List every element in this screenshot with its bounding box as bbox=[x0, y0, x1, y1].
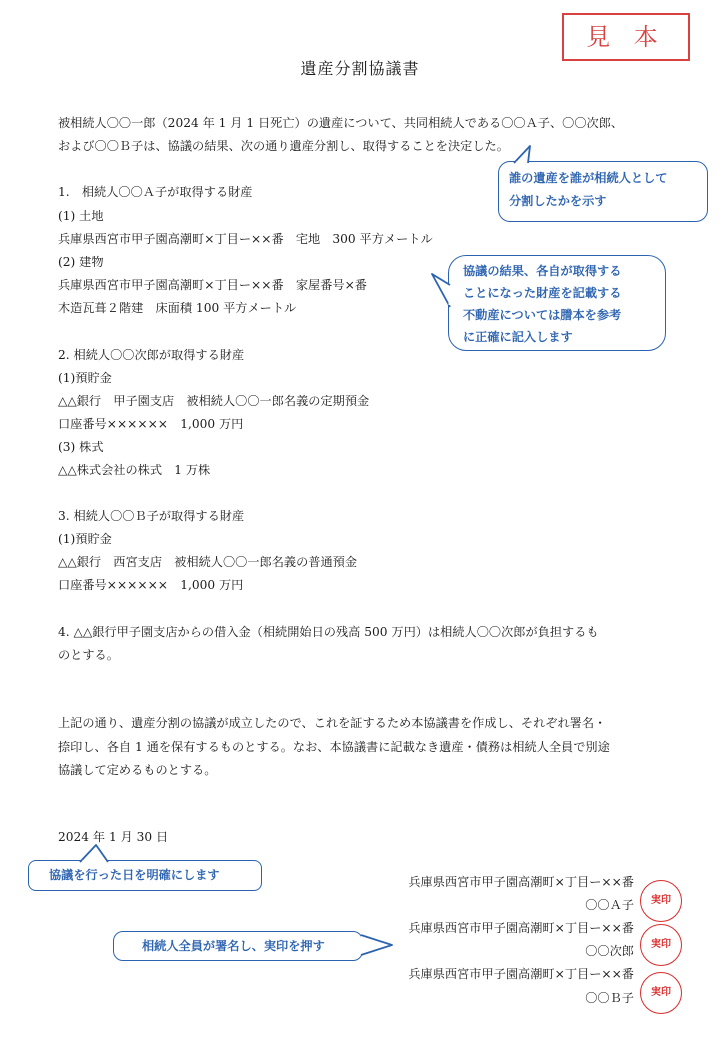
section1-heading: 1. 相続人〇〇Ａ子が取得する財産 bbox=[58, 185, 253, 199]
section3-line: 口座番号×××××× 1,000 万円 bbox=[58, 578, 244, 592]
seal-stamp: 実印 bbox=[640, 972, 682, 1014]
intro-line: および〇〇Ｂ子は、協議の結果、次の通り遺産分割し、取得することを決定した。 bbox=[58, 139, 509, 153]
signatory-address: 兵庫県西宮市甲子園高潮町×丁目ー××番 bbox=[408, 875, 634, 889]
callout-assets bbox=[448, 255, 666, 351]
section1-line: 兵庫県西宮市甲子園高潮町×丁目ー××番 宅地 300 平方メートル bbox=[58, 232, 433, 246]
callout-text: ことになった財産を記載する bbox=[463, 286, 622, 300]
section2-line: 口座番号×××××× 1,000 万円 bbox=[58, 417, 244, 431]
callout-text: 協議の結果、各自が取得する bbox=[463, 264, 622, 278]
signatory-name: 〇〇Ａ子 bbox=[585, 898, 634, 912]
callout-tail bbox=[361, 935, 392, 955]
callout-text: 不動産については謄本を参考 bbox=[463, 308, 622, 322]
section2-line: (1)預貯金 bbox=[58, 371, 112, 385]
seal-stamp: 実印 bbox=[640, 880, 682, 922]
callout-text: に正確に記入します bbox=[463, 330, 573, 344]
section2-line: △△株式会社の株式 1 万株 bbox=[58, 463, 211, 477]
callout-date: 協議を行った日を明確にします bbox=[28, 860, 262, 891]
section1-line: (1) 土地 bbox=[58, 209, 104, 223]
callout-signatures: 相続人全員が署名し、実印を押す bbox=[113, 931, 363, 961]
callout-text: 分割したかを示す bbox=[509, 194, 607, 208]
callout-parties bbox=[498, 161, 708, 222]
section2-line: △△銀行 甲子園支店 被相続人〇〇一郎名義の定期預金 bbox=[58, 394, 370, 408]
closing-line: 上記の通り、遺産分割の協議が成立したので、これを証するため本協議書を作成し、それぞれ署名・ bbox=[58, 716, 607, 730]
section1-line: 木造瓦葺２階建 床面積 100 平方メートル bbox=[58, 301, 297, 315]
section3-line: △△銀行 西宮支店 被相続人〇〇一郎名義の普通預金 bbox=[58, 555, 358, 569]
signatory-address: 兵庫県西宮市甲子園高潮町×丁目ー××番 bbox=[408, 921, 634, 935]
closing-line: 協議して定めるものとする。 bbox=[58, 763, 217, 777]
section2-line: (3) 株式 bbox=[58, 440, 104, 454]
section3-heading: 3. 相続人〇〇Ｂ子が取得する財産 bbox=[58, 509, 245, 523]
section4-line: のとする。 bbox=[58, 648, 119, 662]
callout-text: 誰の遺産を誰が相続人として bbox=[509, 171, 668, 185]
signatory-address: 兵庫県西宮市甲子園高潮町×丁目ー××番 bbox=[408, 967, 634, 981]
section4-line: 4. △△銀行甲子園支店からの借入金（相続開始日の残高 500 万円）は相続人〇〇次郎が負担するも bbox=[58, 625, 599, 639]
sample-stamp: 見 本 bbox=[562, 13, 690, 61]
signatory-name: 〇〇次郎 bbox=[585, 944, 634, 958]
section2-heading: 2. 相続人〇〇次郎が取得する財産 bbox=[58, 348, 245, 362]
agreement-date: 2024 年 1 月 30 日 bbox=[58, 830, 169, 844]
signatory-name: 〇〇Ｂ子 bbox=[585, 991, 634, 1005]
document-title: 遺産分割協議書 bbox=[300, 59, 420, 78]
seal-stamp: 実印 bbox=[640, 924, 682, 966]
closing-line: 捺印し、各自 1 通を保有するものとする。なお、本協議書に記載なき遺産・債務は相続人全員で別途 bbox=[58, 740, 610, 754]
section3-line: (1)預貯金 bbox=[58, 532, 112, 546]
intro-line: 被相続人〇〇一郎（2024 年 1 月 1 日死亡）の遺産について、共同相続人である〇〇Ａ子、〇〇次郎、 bbox=[58, 116, 624, 130]
section1-line: 兵庫県西宮市甲子園高潮町×丁目ー××番 家屋番号×番 bbox=[58, 278, 367, 292]
section1-line: (2) 建物 bbox=[58, 255, 104, 269]
